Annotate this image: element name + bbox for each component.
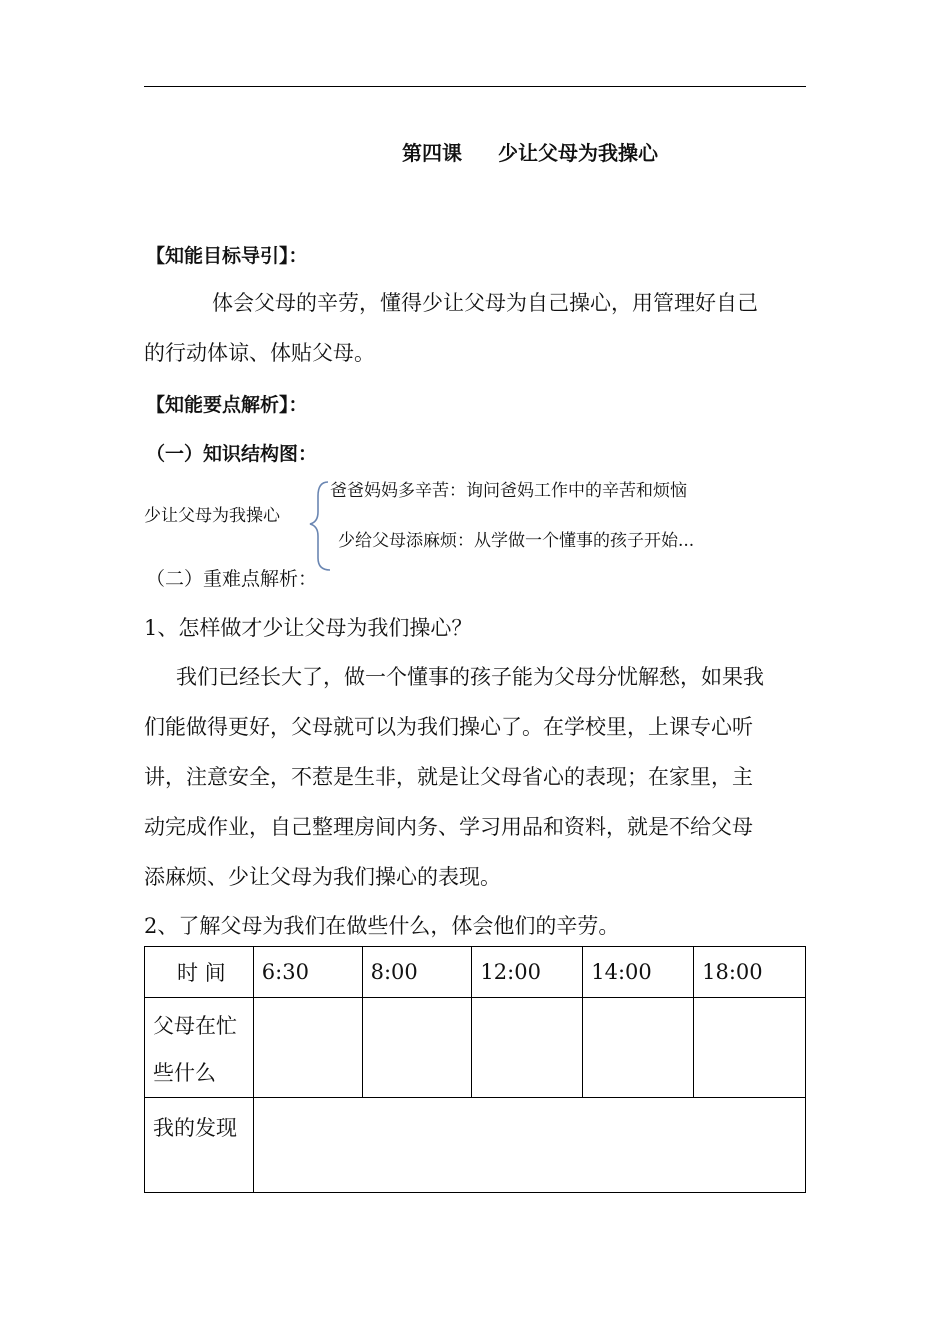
busy-answer-cell[interactable]	[694, 998, 806, 1098]
key-points-heading-text: （二）重难点解析：	[146, 568, 318, 590]
answer-1-line-2: 们能做得更好，父母就可以为我们操心了。在学校里，上课专心听	[144, 715, 753, 739]
busy-answer-cell[interactable]	[362, 998, 472, 1098]
question-1: 1、怎样做才少让父母为我们操心？	[144, 616, 473, 640]
lesson-number: 第四课	[402, 141, 462, 165]
time-cell: 6:30	[253, 947, 362, 998]
question-2: 2、了解父母为我们在做些什么，体会他们的辛劳。	[144, 914, 620, 938]
findings-answer-cell[interactable]	[253, 1098, 805, 1193]
structure-heading: （一）知识结构图：	[146, 443, 318, 465]
structure-root: 少让父母为我操心	[144, 506, 280, 526]
table-row-time	[145, 947, 806, 998]
busy-label-cell	[145, 998, 254, 1098]
analysis-heading: 【知能要点解析】：	[146, 394, 308, 416]
busy-answer-cell[interactable]	[253, 998, 362, 1098]
busy-answer-cell[interactable]	[583, 998, 694, 1098]
answer-1-line-1: 我们已经长大了，做一个懂事的孩子能为父母分忧解愁，如果我	[176, 665, 764, 689]
busy-answer-cell[interactable]	[472, 998, 583, 1098]
busy-label-line-1: 父母在忙	[153, 1014, 237, 1038]
lesson-name: 少让父母为我操心	[498, 141, 658, 165]
answer-1-line-4: 动完成作业，自己整理房间内务、学习用品和资料，就是不给父母	[144, 815, 753, 839]
goal-line-2: 的行动体谅、体贴父母。	[144, 341, 375, 365]
time-cell: 12:00	[472, 947, 583, 998]
answer-1-line-5: 添麻烦、少让父母为我们操心的表现。	[144, 865, 501, 889]
busy-label-line-2: 些什么	[153, 1061, 216, 1085]
key-points-heading	[146, 564, 317, 591]
goal-heading: 【知能目标导引】：	[146, 245, 308, 267]
table-row-findings	[145, 1098, 806, 1193]
structure-branch-2: 少给父母添麻烦：从学做一个懂事的孩子开始...	[338, 531, 695, 551]
findings-label-cell: 我的发现	[145, 1098, 254, 1193]
time-label-cell: 时 间	[145, 947, 254, 998]
time-cell: 18:00	[694, 947, 806, 998]
table-row-busy	[145, 998, 806, 1098]
time-cell: 14:00	[583, 947, 694, 998]
lesson-title	[402, 137, 658, 166]
parents-schedule-table	[144, 946, 806, 1193]
goal-line-1: 体会父母的辛劳，懂得少让父母为自己操心，用管理好自己	[212, 291, 758, 315]
answer-1-line-3: 讲，注意安全，不惹是生非，就是让父母省心的表现；在家里，主	[144, 765, 753, 789]
header-rule	[144, 86, 806, 87]
structure-branch-1: 爸爸妈妈多辛苦：询问爸妈工作中的辛苦和烦恼	[330, 481, 687, 501]
time-cell: 8:00	[362, 947, 472, 998]
